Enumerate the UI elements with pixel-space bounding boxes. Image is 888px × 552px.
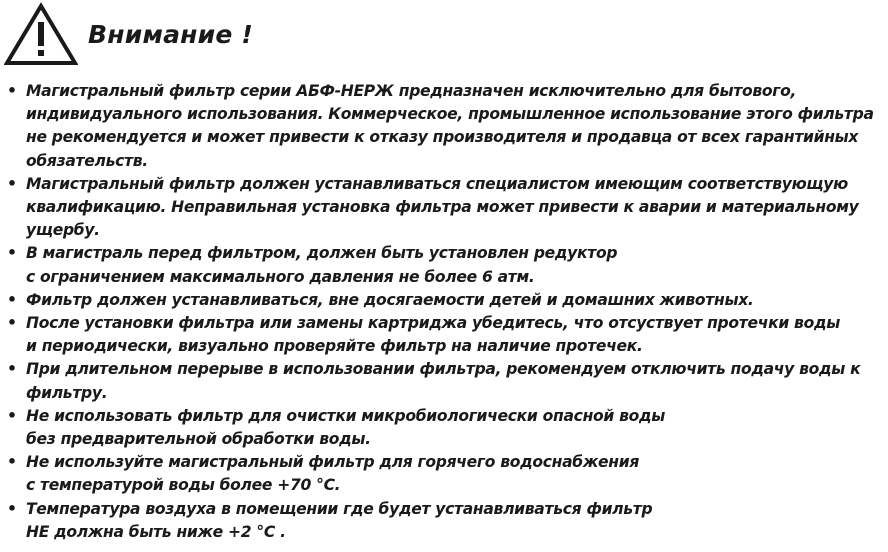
bullet-mark: • (7, 244, 17, 263)
warning-list-item (0, 358, 888, 404)
warning-list-item (0, 173, 888, 243)
warning-text-line: Не использовать фильтр для очистки микробиологически опасной воды (26, 406, 666, 425)
bullet-mark: • (7, 406, 17, 425)
warning-text-line: обязательств. (26, 151, 148, 170)
bullet-mark: • (7, 499, 17, 518)
warning-list-item (0, 405, 888, 451)
warning-text-line: ущербу. (26, 221, 100, 240)
bullet-mark: • (7, 82, 17, 100)
warning-text-line: Фильтр должен устанавливаться, вне досягаемости детей и домашних животных. (26, 290, 754, 309)
warning-text-line: не рекомендуется и может привести к отказу производителя и продавца от всех гарантийных (26, 128, 859, 147)
warning-text-line: индивидуального использования. Коммерческое, промышленное использование этого фильтра (26, 105, 874, 124)
warning-list-item (0, 498, 888, 544)
page-title: Внимание ! (88, 19, 254, 49)
warning-list-item (0, 242, 888, 288)
bullet-mark: • (7, 314, 17, 333)
warning-list (0, 80, 888, 544)
warning-text-line: НЕ должна быть ниже +2 °С . (26, 522, 286, 541)
bullet-mark: • (7, 290, 17, 309)
warning-text-line: В магистраль перед фильтром, должен быть установлен редуктор (26, 244, 618, 263)
warning-text-line: После установки фильтра или замены картриджа убедитесь, что отсуствует протечки воды (26, 314, 840, 333)
bullet-mark: • (7, 453, 17, 472)
warning-text-line: фильтру. (26, 383, 108, 402)
warning-list-item (0, 312, 888, 358)
bullet-mark: • (7, 360, 17, 379)
warning-triangle-icon (4, 2, 78, 66)
warning-text-line: Не используйте магистральный фильтр для горячего водоснабжения (26, 453, 640, 472)
warning-text-line: с ограничением максимального давления не более 6 атм. (26, 267, 535, 286)
bullet-mark: • (7, 174, 17, 193)
warning-text-line: Температура воздуха в помещении где будет устанавливаться фильтр (26, 499, 653, 518)
warning-text-line: Магистральный фильтр серии АБФ-НЕРЖ предназначен исключительно для бытового, (26, 82, 797, 100)
warning-list-item (0, 451, 888, 497)
warning-text-line: и периодически, визуально проверяйте фильтр на наличие протечек. (26, 337, 643, 356)
warning-text-line: без предварительной обработки воды. (26, 430, 371, 449)
warning-text-line: Магистральный фильтр должен устанавливаться специалистом имеющим соответствующую (26, 174, 848, 193)
warning-text-line: квалификацию. Неправильная установка фильтра может привести к аварии и материальному (26, 198, 859, 217)
warning-text-line: При длительном перерыве в использовании фильтра, рекомендуем отключить подачу воды к (26, 360, 861, 379)
warning-header (4, 2, 253, 66)
warning-text-line: с температурой воды более +70 °С. (26, 476, 341, 495)
warning-list-item (0, 80, 888, 173)
warning-list-item (0, 289, 888, 312)
